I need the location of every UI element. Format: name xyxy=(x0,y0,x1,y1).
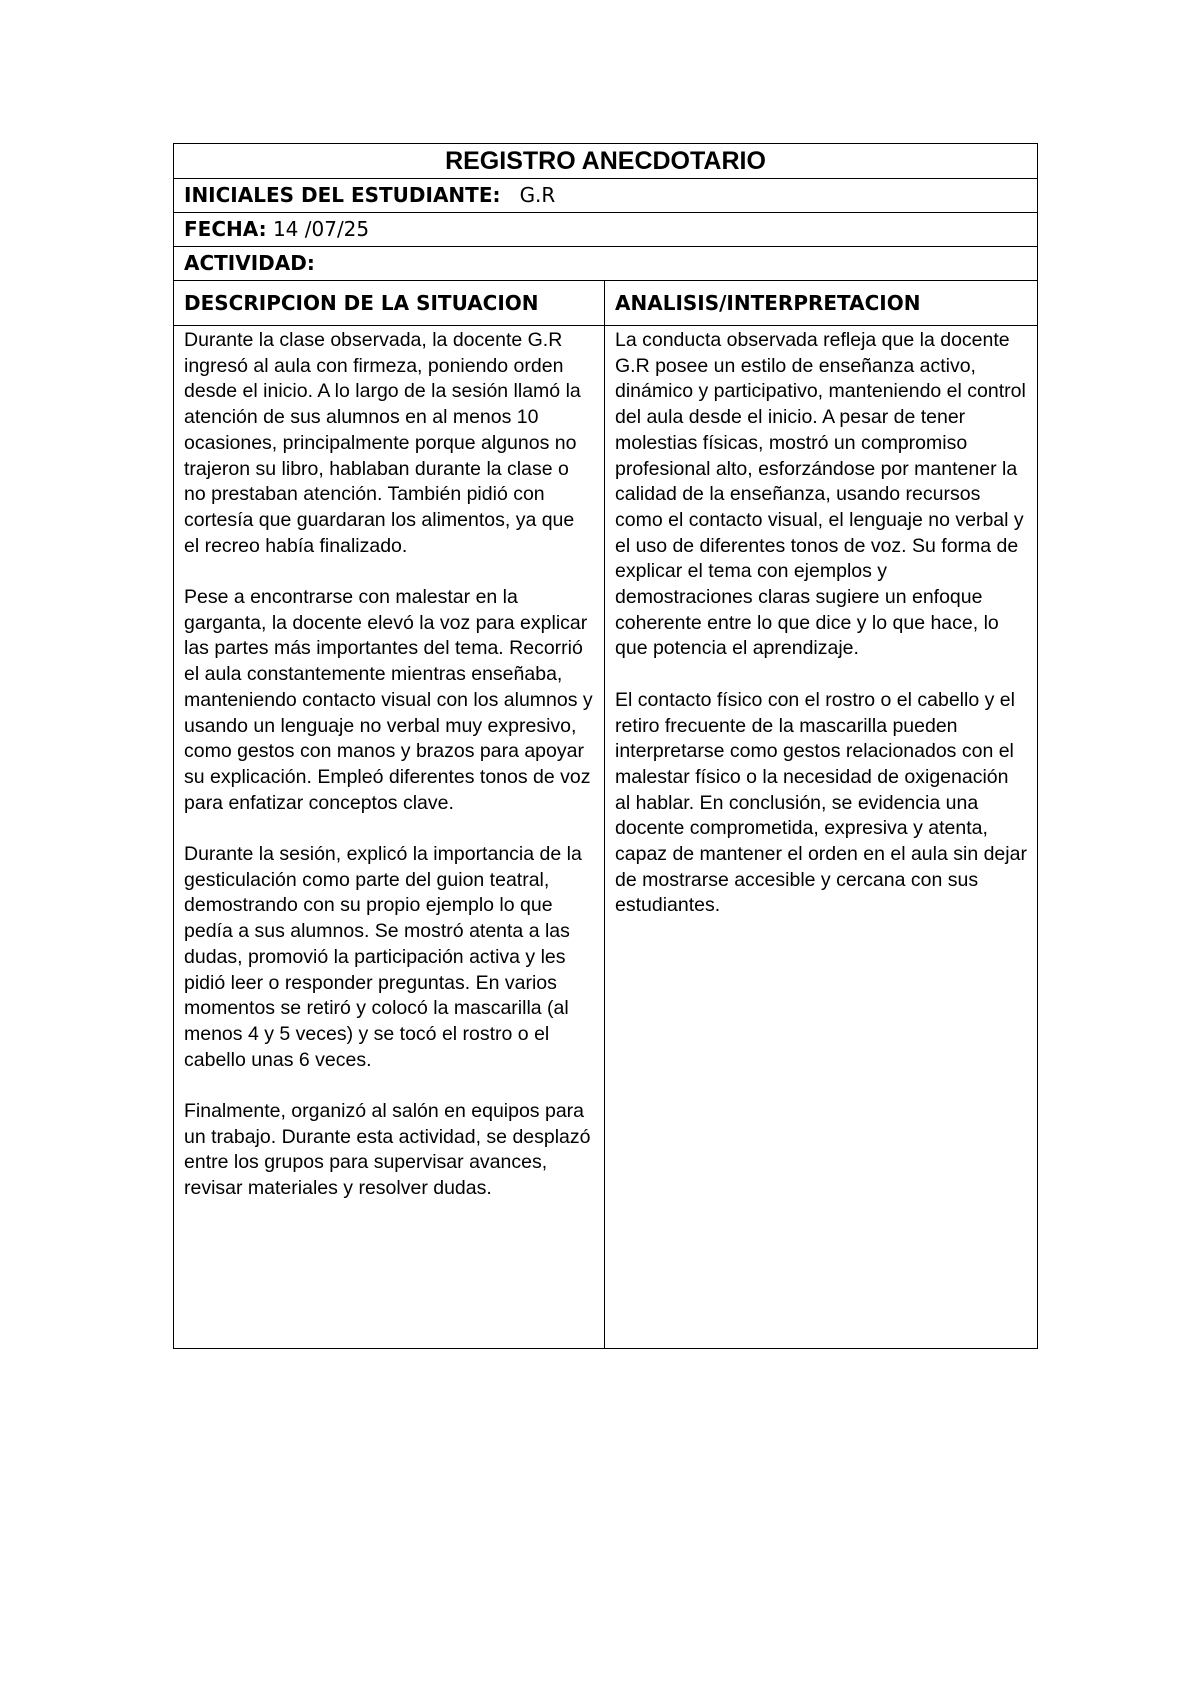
student-initials-field xyxy=(174,179,1038,213)
date-field xyxy=(174,213,1038,247)
student-initials-value: G.R xyxy=(519,183,556,207)
activity-row xyxy=(174,247,1038,281)
activity-label: ACTIVIDAD: xyxy=(184,251,315,275)
student-row xyxy=(174,179,1038,213)
activity-field xyxy=(174,247,1038,281)
description-paragraph: Durante la sesión, explicó la importancia de la gesticulación como parte del guion teatral, demostrando con su propio ejemplo lo que pedía a sus alumnos. Se mostró atenta a las dudas, promovió la participación activa y les pidió leer o responder preguntas. En varios momentos se retiró y colocó la mascarilla (al menos 4 y 5 veces) y se tocó el rostro o el cabello unas 6 veces. xyxy=(184,843,582,1071)
description-paragraph: Finalmente, organizó al salón en equipos para un trabajo. Durante esta actividad, se desplazó entre los grupos para supervisar avances, revisar materiales y resolver dudas. xyxy=(184,1100,591,1200)
record-title: REGISTRO ANECDOTARIO xyxy=(174,144,1038,179)
analysis-paragraph: El contacto físico con el rostro o el cabello y el retiro frecuente de la mascarilla pueden interpretarse como gestos relacionados con el malestar físico o la necesidad de oxigenación al hablar. En conclusión, se evidencia una docente comprometida, expresiva y atenta, capaz de mantener el orden en el aula sin dejar de mostrarse accesible y cercana con sus estudiantes. xyxy=(615,688,1027,917)
date-value: 14 /07/25 xyxy=(272,217,370,241)
description-paragraph: Durante la clase observada, la docente G.R ingresó al aula con firmeza, poniendo orden desde el inicio. A lo largo de la sesión llamó la atención de sus alumnos en al menos 10 ocasiones, principalmente porque algunos no trajeron su libro, hablaban durante la clase o no prestaban atención. También pidió con cortesía que guardaran los alimentos, ya que el recreo había finalizado. xyxy=(184,329,581,557)
column-header-row xyxy=(174,281,1038,326)
student-initials-label: INICIALES DEL ESTUDIANTE: xyxy=(184,183,501,207)
description-cell xyxy=(174,326,605,1349)
analysis-header: ANALISIS/INTERPRETACION xyxy=(605,281,1038,326)
content-row xyxy=(174,326,1038,1349)
title-row xyxy=(174,144,1038,179)
description-header: DESCRIPCION DE LA SITUACION xyxy=(174,281,605,326)
date-row xyxy=(174,213,1038,247)
analysis-cell xyxy=(605,326,1038,1349)
description-paragraph: Pese a encontrarse con malestar en la garganta, la docente elevó la voz para explicar las partes más importantes del tema. Recorrió el aula constantemente mientras enseñaba, manteniendo contacto visual con los alumnos y usando un lenguaje no verbal muy expresivo, como gestos con manos y brazos para apoyar su explicación. Empleó diferentes tonos de voz para enfatizar conceptos clave. xyxy=(184,586,593,814)
analysis-paragraph: La conducta observada refleja que la docente G.R posee un estilo de enseñanza activo, dinámico y participativo, manteniendo el control del aula desde el inicio. A pesar de tener molestias físicas, mostró un compromiso profesional alto, esforzándose por mantener la calidad de la enseñanza, usando recursos como el contacto visual, el lenguaje no verbal y el uso de diferentes tonos de voz. Su forma de explicar el tema con ejemplos y demostraciones claras sugiere un enfoque coherente entre lo que dice y lo que hace, lo que potencia el aprendizaje. xyxy=(615,329,1026,660)
date-label: FECHA: xyxy=(184,217,267,241)
anecdotal-record-table xyxy=(173,143,1038,1349)
